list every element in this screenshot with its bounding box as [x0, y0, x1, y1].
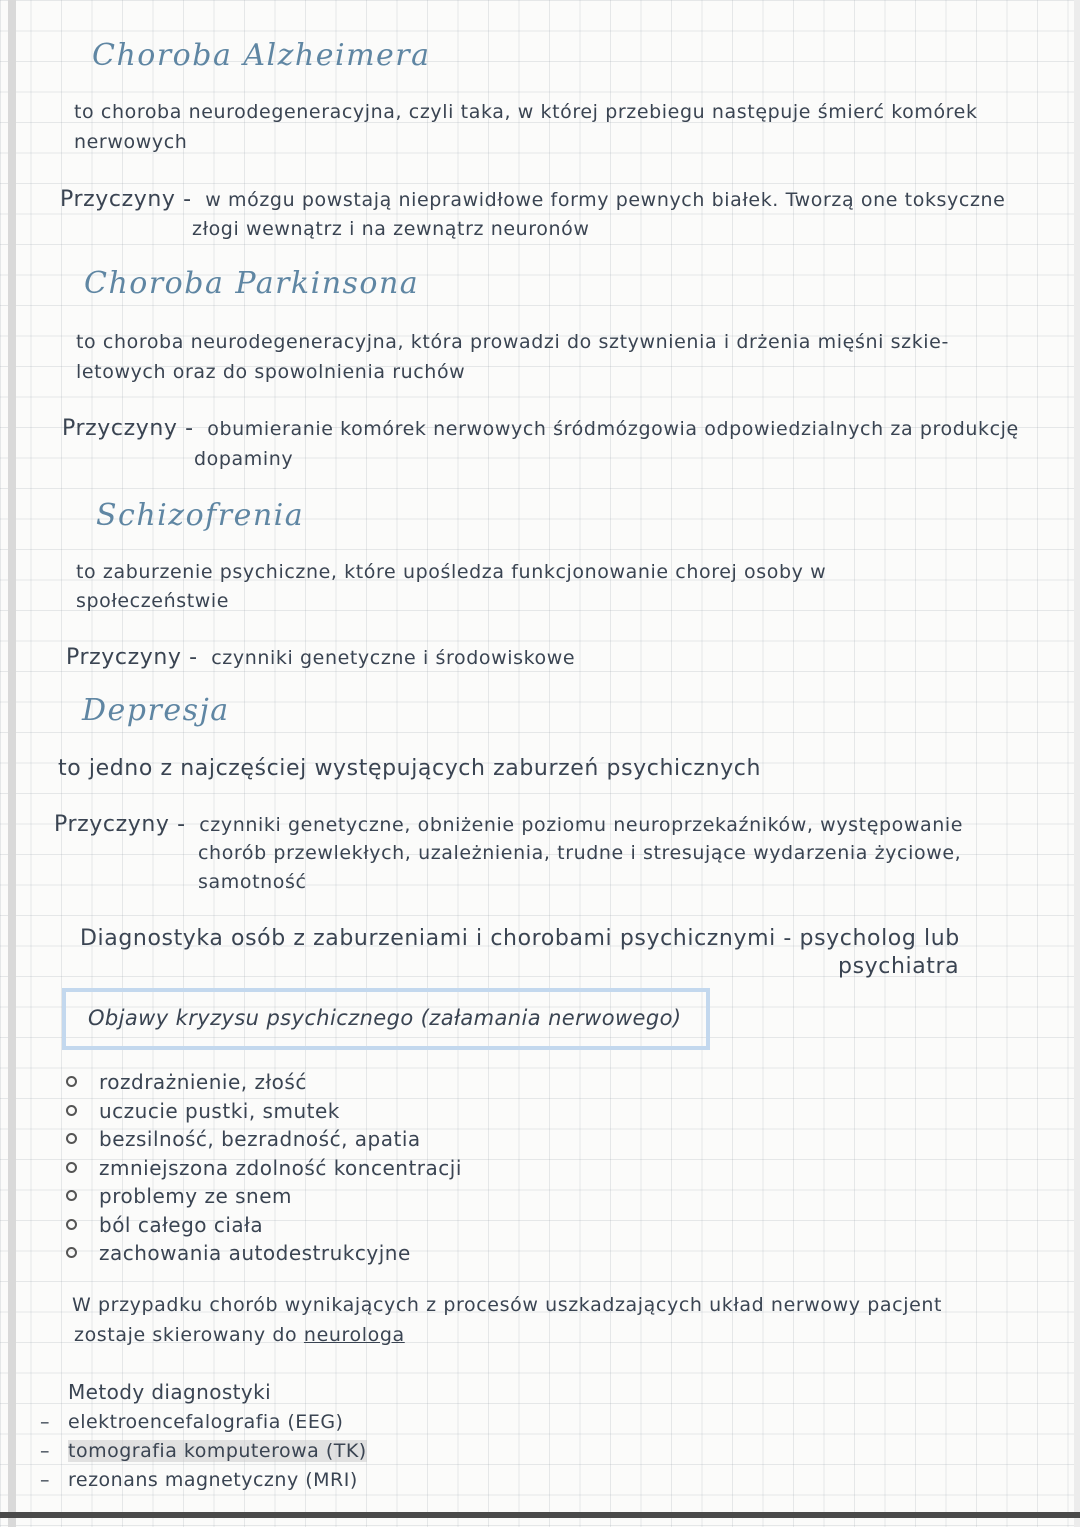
list-item [40, 1408, 367, 1437]
parkinson-definition-line2: letowych oraz do spowolnienia ruchów [76, 361, 466, 383]
neurologist-text: neurologa [303, 1324, 405, 1346]
page-edge-bottom [0, 1512, 1080, 1518]
symptom-text: uczucie pustki, smutek [99, 1098, 340, 1123]
methods-list [40, 1408, 367, 1495]
alzheimer-causes-label: Przyczyny - [60, 187, 192, 212]
neurology-line2-prefix: zostaje skierowany do [74, 1324, 298, 1346]
parkinson-definition-line1: to choroba neurodegeneracyjna, która prowadzi do sztywnienia i drżenia mięśni szkie- [76, 331, 949, 353]
parkinson-title: Choroba Parkinsona [84, 266, 420, 301]
list-item [66, 1097, 462, 1126]
bullet-icon [66, 1247, 77, 1258]
symptom-text: rozdrażnienie, złość [99, 1070, 307, 1094]
method-text: elektroencefalografia (EEG) [68, 1411, 344, 1433]
list-item [40, 1466, 367, 1495]
list-item [40, 1437, 367, 1466]
diagnostics-line2: psychiatra [838, 954, 960, 979]
alzheimer-definition-line2: nerwowych [74, 131, 188, 153]
parkinson-causes-line2: dopaminy [194, 448, 294, 470]
schizophrenia-definition-line2: społeczeństwie [76, 590, 230, 612]
alzheimer-title: Choroba Alzheimera [92, 38, 431, 73]
bullet-icon [66, 1190, 77, 1201]
symptoms-list [66, 1068, 462, 1268]
bullet-icon [66, 1105, 77, 1116]
crisis-symptoms-box [62, 988, 710, 1050]
method-text: tomografia komputerowa (TK) [68, 1440, 367, 1462]
symptom-text: ból całego ciała [99, 1212, 264, 1237]
method-text: rezonans magnetyczny (MRI) [68, 1469, 358, 1491]
neurology-line1: W przypadku chorób wynikających z procesów uszkadzających układ nerwowy pacjent [72, 1294, 943, 1316]
list-item [66, 1154, 462, 1183]
list-item [66, 1068, 462, 1097]
depression-causes [54, 812, 963, 837]
schizophrenia-causes-line1: czynniki genetyczne i środowiskowe [211, 647, 576, 669]
schizophrenia-title: Schizofrenia [96, 498, 305, 533]
bullet-icon [66, 1219, 77, 1230]
list-item [66, 1182, 462, 1211]
methods-title: Metody diagnostyki [68, 1380, 272, 1404]
depression-causes-label: Przyczyny - [54, 812, 186, 837]
alzheimer-causes-line1: w mózgu powstają nieprawidłowe formy pewnych białek. Tworzą one toksyczne [205, 189, 1006, 211]
list-item [66, 1125, 462, 1154]
symptom-text: problemy ze snem [99, 1184, 292, 1208]
alzheimer-causes [60, 187, 1005, 212]
bullet-icon [66, 1076, 77, 1087]
depression-causes-line2: chorób przewlekłych, uzależnienia, trudne i stresujące wydarzenia życiowe, [198, 842, 962, 864]
depression-definition-line1: to jedno z najczęściej występujących zaburzeń psychicznych [58, 756, 761, 781]
dash-icon: – [40, 1411, 50, 1433]
list-item [66, 1211, 462, 1240]
dash-icon: – [40, 1469, 50, 1491]
schizophrenia-causes-label: Przyczyny - [66, 645, 198, 670]
symptom-text: zachowania autodestrukcyjne [99, 1241, 411, 1265]
alzheimer-definition-line1: to choroba neurodegeneracyjna, czyli taka, w której przebiegu następuje śmierć komórek [74, 101, 978, 123]
crisis-symptoms-title: Objawy kryzysu psychicznego (załamania nerwowego) [88, 1006, 682, 1030]
depression-causes-line3: samotność [198, 871, 307, 893]
page-edge-right [1074, 0, 1080, 1527]
list-item [66, 1239, 462, 1268]
symptom-text: zmniejszona zdolność koncentracji [99, 1155, 462, 1180]
dash-icon: – [40, 1440, 50, 1462]
page-edge-left [8, 0, 16, 1527]
parkinson-causes-label: Przyczyny - [62, 416, 194, 441]
bullet-icon [66, 1133, 77, 1144]
parkinson-causes-line1: obumieranie komórek nerwowych śródmózgowia odpowiedzialnych za produkcję [207, 418, 1019, 440]
alzheimer-causes-line2: złogi wewnątrz i na zewnątrz neuronów [192, 218, 590, 240]
schizophrenia-causes [66, 645, 575, 670]
neurology-line2 [74, 1324, 405, 1346]
bullet-icon [66, 1162, 77, 1173]
parkinson-causes [62, 416, 1019, 441]
depression-title: Depresja [82, 693, 230, 728]
symptom-text: bezsilność, bezradność, apatia [99, 1127, 421, 1151]
depression-causes-line1: czynniki genetyczne, obniżenie poziomu neuroprzekaźników, występowanie [199, 814, 964, 836]
diagnostics-line1: Diagnostyka osób z zaburzeniami i chorobami psychicznymi - psycholog lub [80, 926, 960, 951]
schizophrenia-definition-line1: to zaburzenie psychiczne, które upośledza funkcjonowanie chorej osoby w [76, 561, 827, 583]
